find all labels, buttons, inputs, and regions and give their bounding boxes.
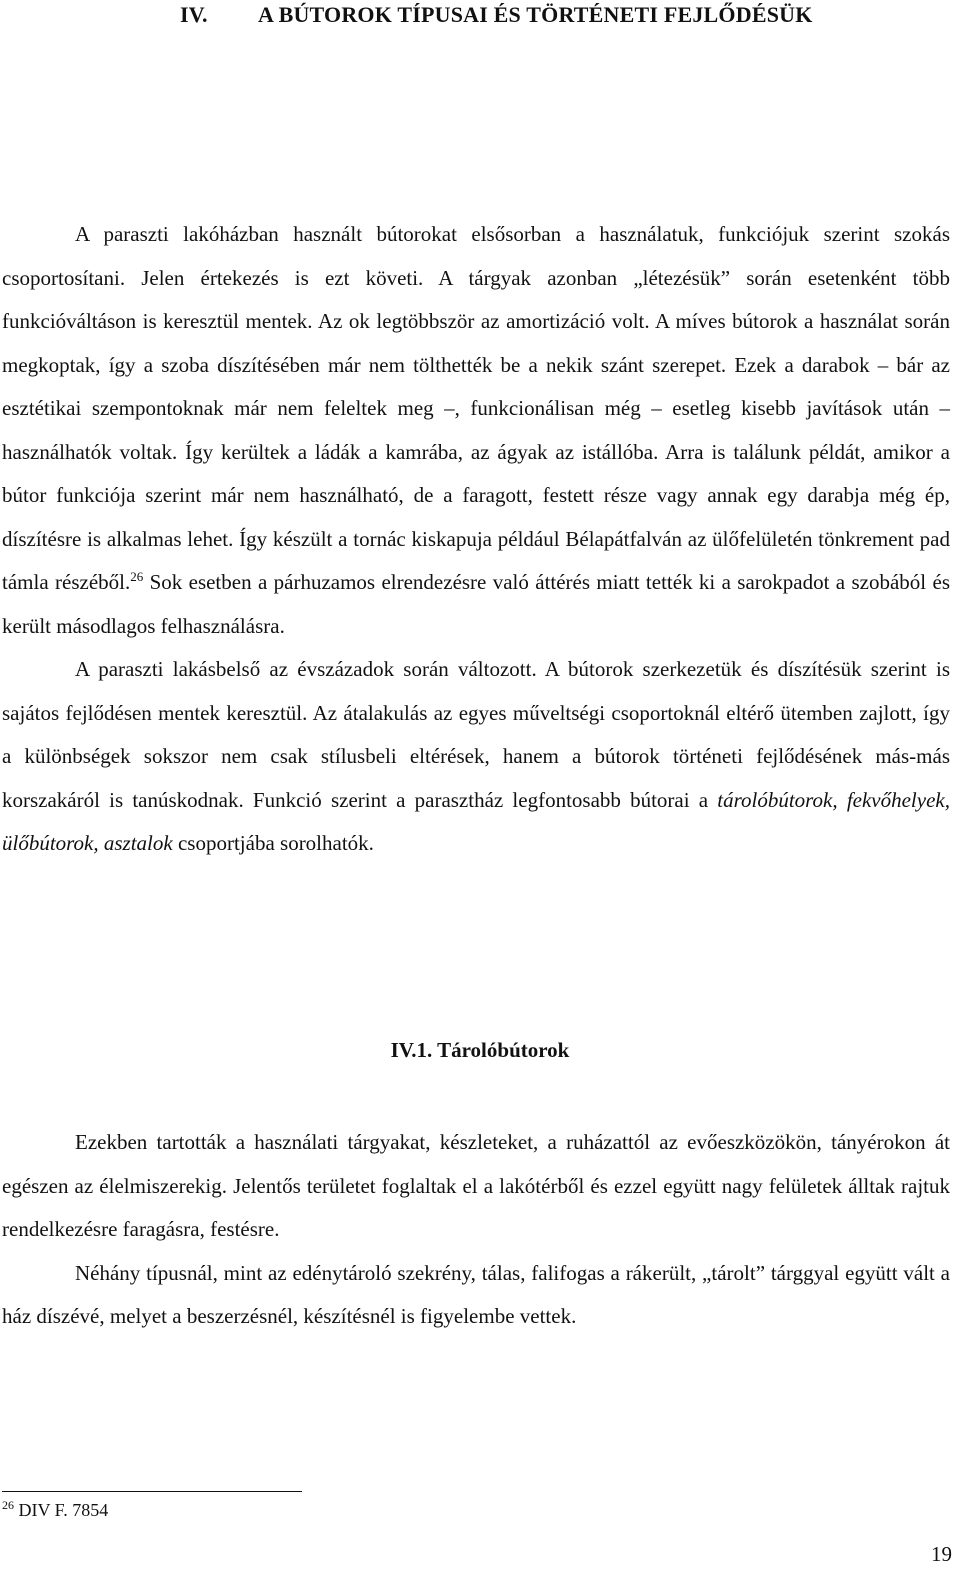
paragraph-3: Ezekben tartották a használati tárgyakat, készleteket, a ruházattól az evőeszközökön, tányérokon át egészen az élelmiszerekig. Jelentős területet foglaltak el a lakótérből és ezzel együtt nagy felületek álltak rajtuk rendelkezésre faragásra, festésre. bbox=[2, 1130, 950, 1241]
body-text-section-2 bbox=[2, 1121, 950, 1339]
footnote-text: DIV F. 7854 bbox=[14, 1500, 109, 1520]
chapter-number: IV. bbox=[180, 2, 208, 27]
paragraph-2-italic-terms: tárolóbútorok, fekvőhelyek, ülőbútorok, asztalok bbox=[2, 787, 950, 855]
paragraph-1-text-b: Sok esetben a párhuzamos elrendezésre való áttérés miatt tették ki a sarokpadot a szobából és került másodlagos felhasználásra. bbox=[2, 570, 950, 638]
footnote-divider bbox=[2, 1491, 302, 1492]
footnote-number: 26 bbox=[2, 1498, 14, 1512]
footnote bbox=[2, 1500, 108, 1521]
page-number: 19 bbox=[931, 1542, 952, 1566]
paragraph-2 bbox=[2, 648, 950, 866]
paragraph-1 bbox=[2, 213, 950, 648]
paragraph-2-text-a: A paraszti lakásbelső az évszázadok során változott. A bútorok szerkezetük és díszítésük szerint is sajátos fejlődésen mentek keresztül. Az átalakulás az egyes műveltségi csoportoknál eltérő ütemben zajlott, így a különbségek sokszor nem csak stílusbeli eltérések, hanem a bútorok történeti fejlődésének más-más korszakáról is tanúskodnak. Funkció szerint a parasztház legfontosabb bútorai a bbox=[2, 657, 950, 812]
body-text-section-1 bbox=[2, 213, 950, 866]
footnote-reference: 26 bbox=[130, 569, 144, 584]
paragraph-2-text-b: csoportjába sorolhatók. bbox=[172, 831, 374, 855]
chapter-title: A BÚTOROK TÍPUSAI ÉS TÖRTÉNETI FEJLŐDÉSÜK bbox=[258, 2, 813, 27]
chapter-heading bbox=[180, 2, 813, 28]
section-heading: IV.1. Tárolóbútorok bbox=[390, 1038, 570, 1062]
paragraph-1-text-a: A paraszti lakóházban használt bútorokat elsősorban a használatuk, funkciójuk szerint szokás csoportosítani. Jelen értekezés is ezt követi. A tárgyak azonban „létezésük” során esetenként több funkcióváltáson is keresztül mentek. Az ok legtöbbször az amortizáció volt. A míves bútorok a használat során megkoptak, így a szoba díszítésében már nem tölthették be a nekik szánt szerepet. Ezek a darabok – bár az esztétikai szempontoknak már nem feleltek meg –, funkcionálisan még – esetleg kisebb javítások után – használhatók voltak. Így kerültek a ládák a kamrába, az ágyak az istállóba. Arra is találunk példát, amikor a bútor funkciója szerint már nem használható, de a faragott, festett része vagy annak egy darabja még ép, díszítésre is alkalmas lehet. Így készült a tornác kiskapuja például Bélapátfalván az ülőfelületén tönkrement pad támla részéből. bbox=[2, 222, 950, 594]
paragraph-4: Néhány típusnál, mint az edénytároló szekrény, tálas, falifogas a rákerült, „tárolt” tárggyal együtt vált a ház díszévé, melyet a beszerzésnél, készítésnél is figyelembe vettek. bbox=[2, 1260, 950, 1328]
